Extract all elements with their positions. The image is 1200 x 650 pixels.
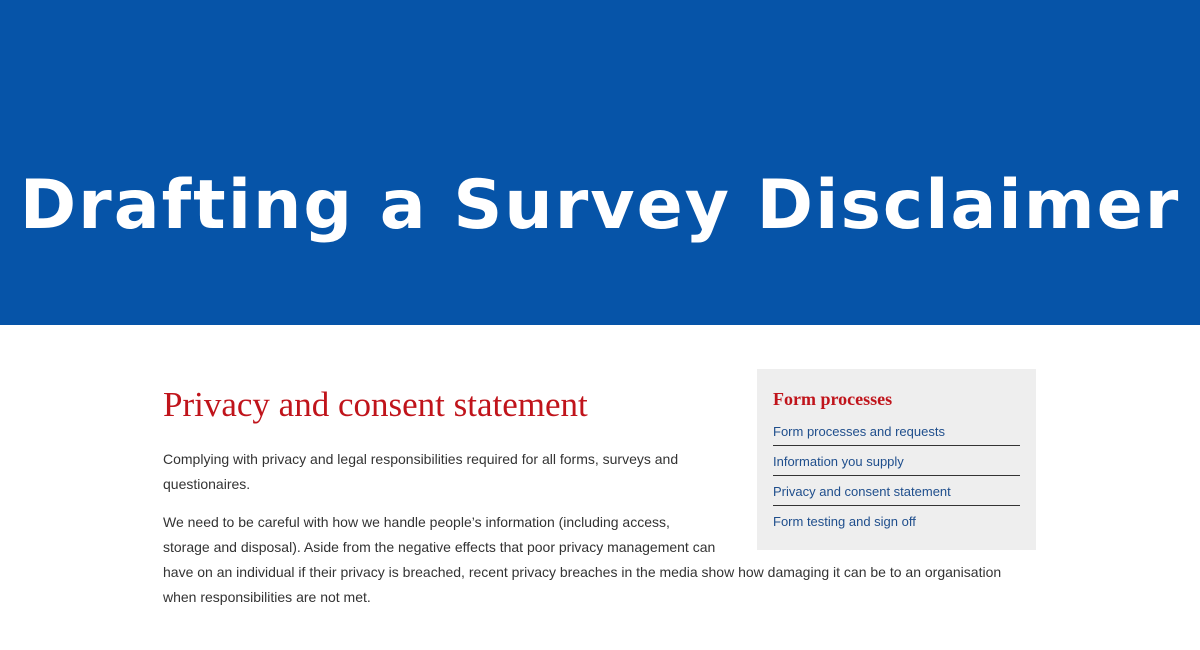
sidebar-item-form-processes — [773, 416, 1020, 446]
intro-paragraph: Complying with privacy and legal responsibilities required for all forms, surveys and questionaires. — [163, 451, 679, 492]
sidebar-link-privacy-consent[interactable]: Privacy and consent statement — [773, 484, 951, 499]
sidebar-item-privacy-consent — [773, 476, 1020, 506]
banner-title: Drafting a Survey Disclaimer — [19, 165, 1181, 245]
sidebar-item-information-you-supply — [773, 446, 1020, 476]
page-title: Privacy and consent statement — [163, 385, 588, 424]
body-paragraph-text: We need to be careful with how we handle people’s information (including access, storage and disposal). Aside from the negative effects that poor privacy management can have on an individual if their privacy is breached, recent privacy breaches in the media show how damaging it can be to an organisation when responsibilities are not met. — [163, 514, 1002, 605]
sidebar-link-list — [773, 416, 1020, 536]
sidebar-item-form-testing — [773, 506, 1020, 536]
sidebar-link-form-testing[interactable]: Form testing and sign off — [773, 514, 916, 529]
sidebar-title: Form processes — [773, 389, 893, 409]
sidebar-link-form-processes[interactable]: Form processes and requests — [773, 424, 945, 439]
sidebar-link-information-you-supply[interactable]: Information you supply — [773, 454, 904, 469]
screenshot-content — [0, 325, 1200, 650]
form-processes-sidebar — [757, 369, 1036, 550]
